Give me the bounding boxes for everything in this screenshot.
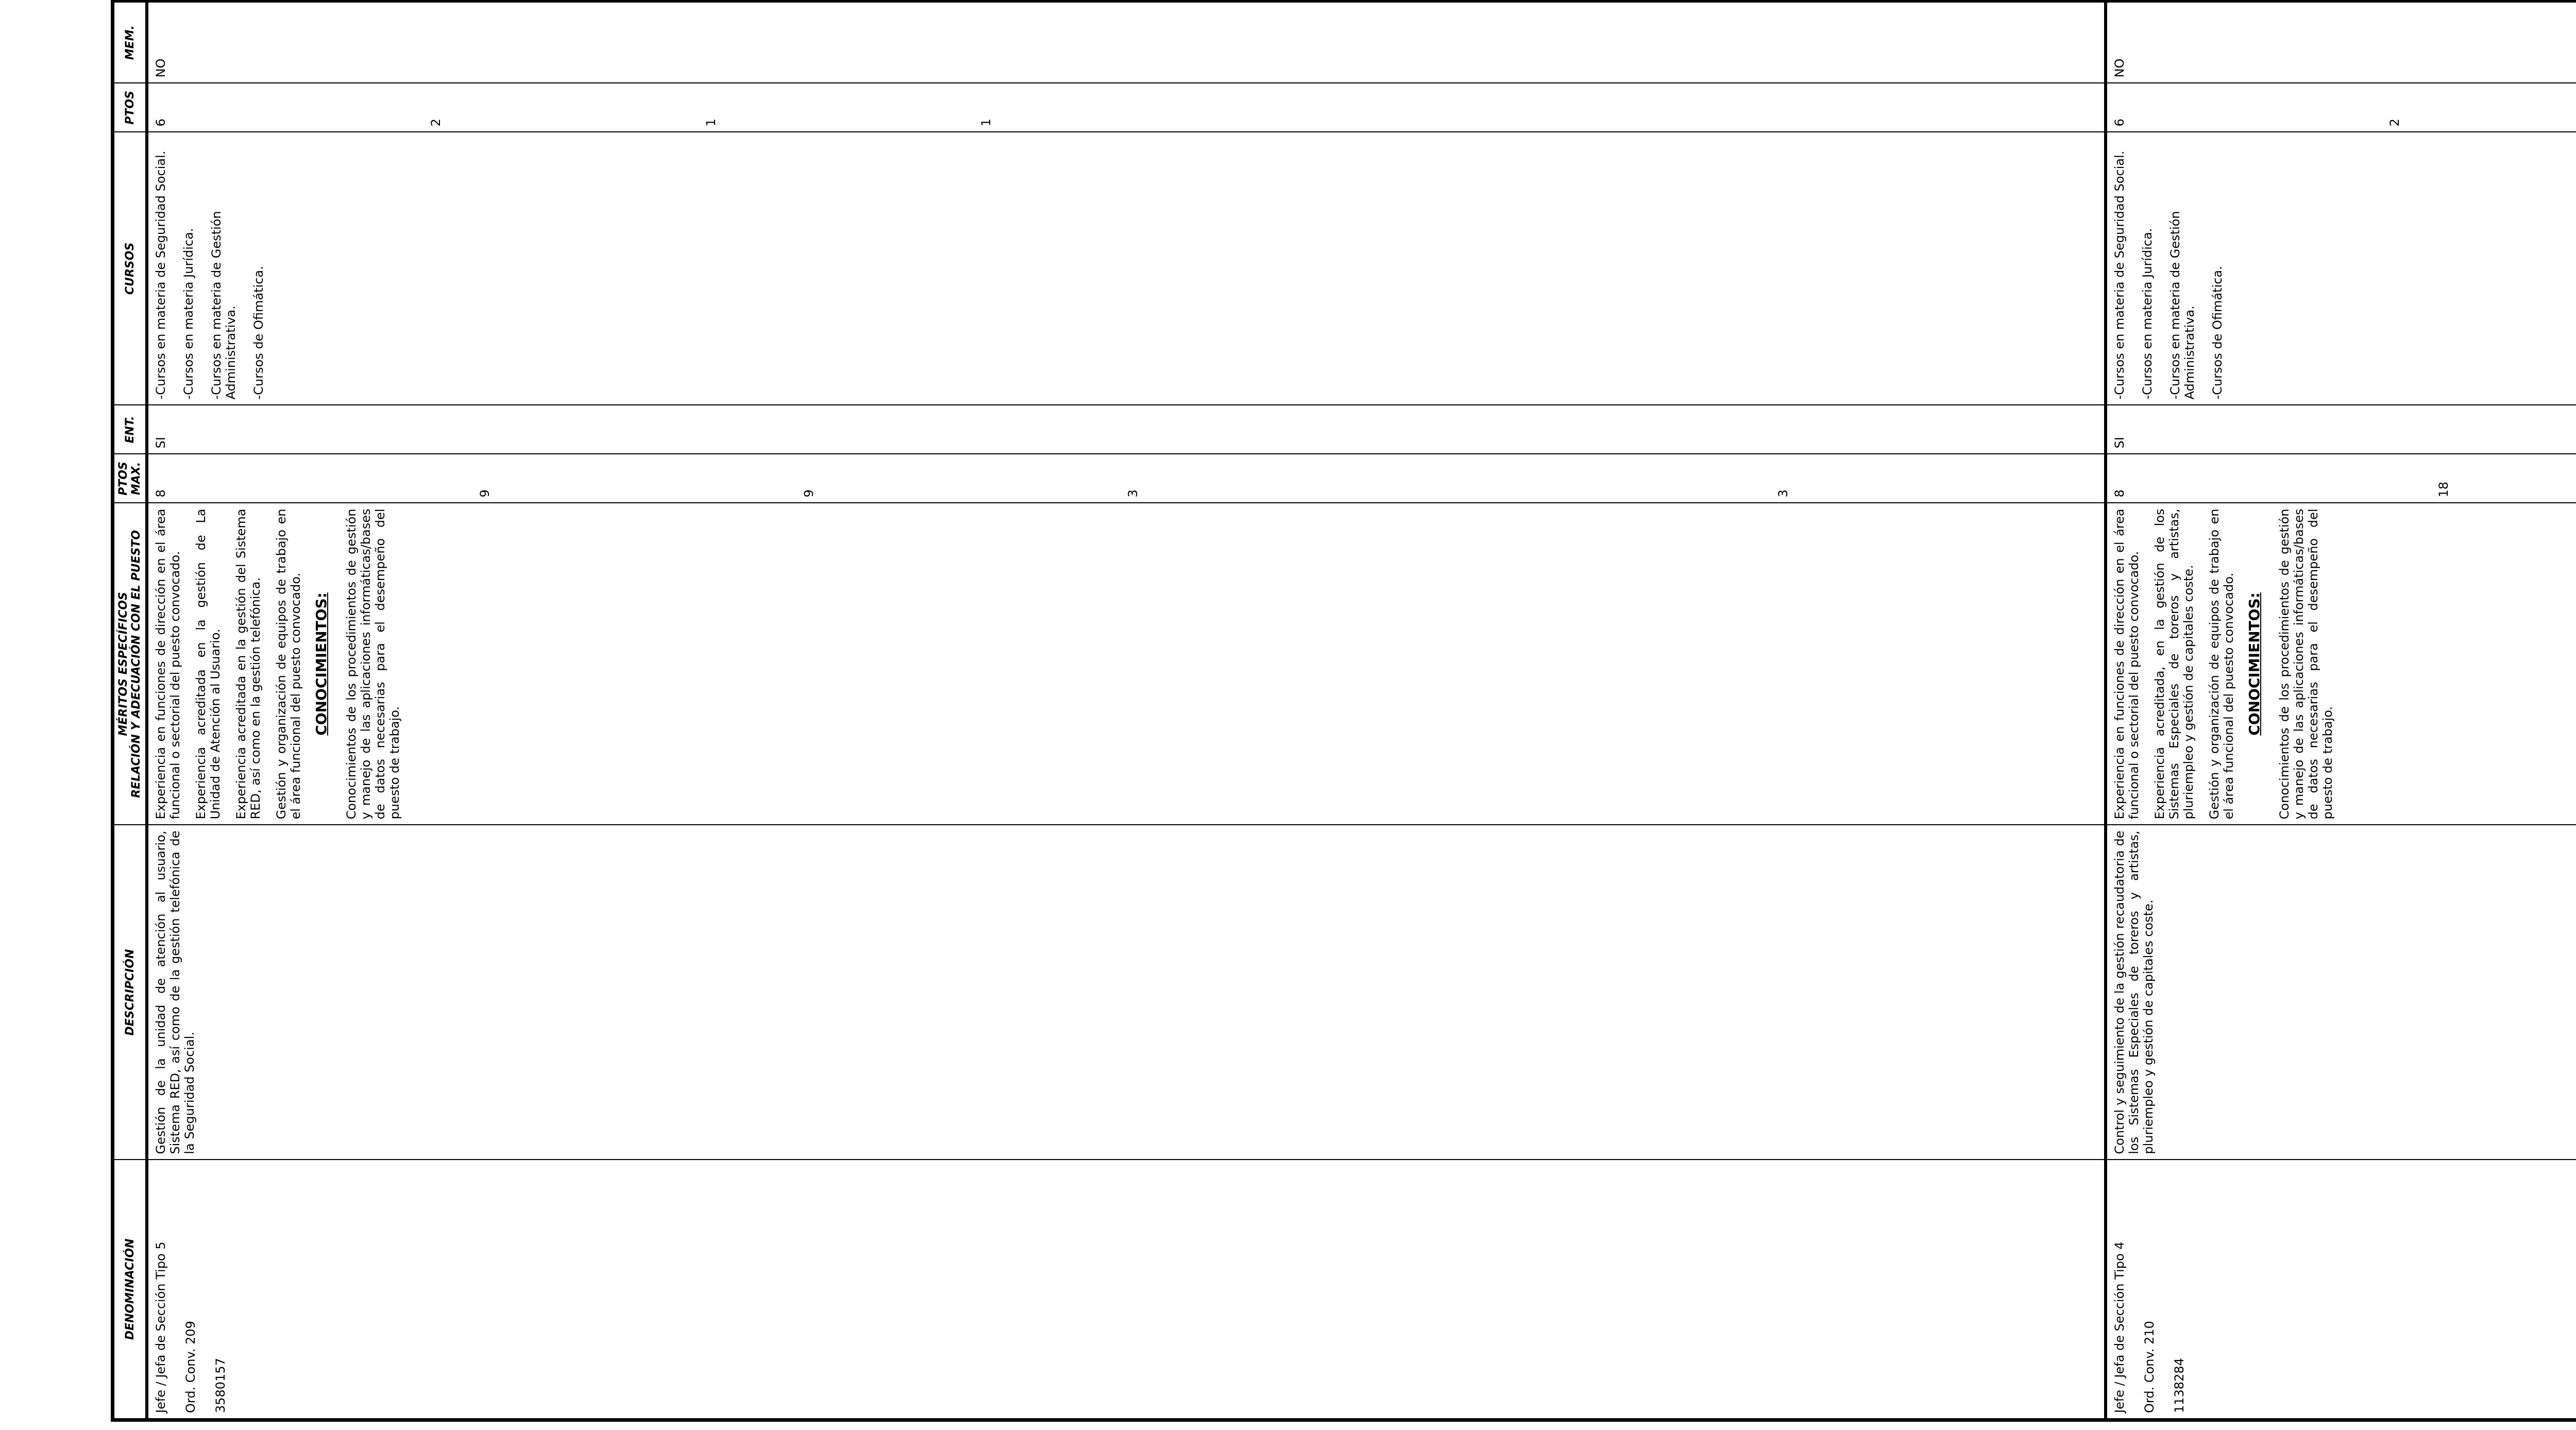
- descripcion-paragraph: Control y seguimiento de la gestión recaudatoria de los Sistemas Especiales de toreros y artistas, pluriempleo y gestión de capitales coste.: [2112, 830, 2156, 1154]
- conocimientos-text: Conocimientos de los procedimientos de gestión y manejo de las aplicaciones informáticas/bases de datos necesarias para el desempeño del puesto de trabajo.: [2277, 508, 2335, 820]
- ptos-max-cell: [147, 454, 2106, 503]
- curso-ptos-value: 1: [704, 118, 718, 127]
- curso-item: -Cursos en materia Jurídica.: [181, 228, 196, 400]
- codigo-puesto: 3580157: [213, 1358, 228, 1413]
- curso-item: -Cursos en materia de Gestión Administrativa.: [209, 211, 238, 400]
- table-body: [147, 1, 2576, 1420]
- curso-ptos-value: 1: [979, 118, 993, 127]
- denominacion-cell: [147, 1160, 2106, 1420]
- curso-ptos-value: 6: [2112, 118, 2127, 127]
- curso-ptos-value: 6: [154, 118, 168, 127]
- rotated-table-wrapper: [111, 3, 2451, 1422]
- descripcion-cell: [2106, 825, 2576, 1160]
- header-denominacion: DENOMINACIÓN: [113, 1160, 147, 1420]
- codigo-puesto: 1138284: [2172, 1358, 2187, 1413]
- ptos-max-value: 8: [154, 489, 168, 498]
- conocimientos-heading: CONOCIMIENTOS:: [2246, 592, 2263, 736]
- header-row: [113, 1, 147, 1420]
- ptos-max-value: 9: [478, 489, 492, 498]
- ptos-cell: [2106, 83, 2576, 132]
- merito-item: Experiencia acreditada, en la gestión de los Sistemas Especiales de toreros y artistas, pluriempleo y gestión de capitales coste.: [2153, 508, 2196, 820]
- ent-value: SI: [2112, 437, 2127, 449]
- denominacion-cell: [2106, 1160, 2576, 1420]
- merito-item: Gestión y organización de equipos de trabajo en el área funcional del puesto convocado.: [2207, 508, 2236, 820]
- header-meritos-line2: RELACIÓN Y ADECUACIÓN CON EL PUESTO: [130, 530, 143, 798]
- ptos-max-cell: [2106, 454, 2576, 503]
- mem-value: NO: [2112, 58, 2127, 78]
- curso-item: -Cursos de Ofimática.: [251, 266, 266, 400]
- cursos-cell: [147, 132, 2106, 405]
- cursos-cell: [2106, 132, 2576, 405]
- ptos-max-value: 3: [1776, 489, 1790, 498]
- denominacion: Jefe / Jefa de Sección Tipo 5: [154, 1241, 168, 1413]
- conocimientos-text: Conocimientos de los procedimientos de gestión y manejo de las aplicaciones informáticas/bases de datos necesarias para el desempeño del puesto de trabajo.: [344, 508, 402, 820]
- mem-cell: [2106, 1, 2576, 83]
- header-ent: ENT.: [113, 405, 147, 454]
- header-ptos: PTOS: [113, 83, 147, 132]
- descripcion-cell: [147, 825, 2106, 1160]
- curso-ptos-value: 2: [429, 118, 443, 127]
- curso-ptos-value: 2: [2387, 118, 2402, 127]
- curso-item: -Cursos en materia de Seguridad Social.: [2112, 150, 2127, 400]
- meritos-cell: [147, 503, 2106, 825]
- curso-item: -Cursos de Ofimática.: [2210, 266, 2225, 400]
- ent-cell: [147, 405, 2106, 454]
- ptos-max-value: 18: [2436, 481, 2451, 498]
- conocimientos-heading: CONOCIMIENTOS:: [313, 592, 330, 736]
- merito-item: Experiencia acreditada en la gestión de La Unidad de Atención al Usuario.: [194, 508, 223, 820]
- header-ptos-max-line2: MAX.: [130, 462, 143, 496]
- header-cursos: CURSOS: [113, 132, 147, 405]
- mem-cell: [147, 1, 2106, 83]
- meritos-cell: [2106, 503, 2576, 825]
- orden-convocatoria: Ord. Conv. 209: [183, 1321, 198, 1413]
- header-ptos-max-line1: PTOS: [117, 462, 130, 496]
- header-meritos: [113, 503, 147, 825]
- descripcion-paragraph: Gestión de la unidad de atención al usuario, Sistema RED, así como de la gestión telefónica de la Seguridad Social.: [154, 830, 197, 1154]
- ent-value: SI: [154, 437, 168, 449]
- header-mem: MEM.: [113, 1, 147, 83]
- header-descripcion: DESCRIPCIÓN: [113, 825, 147, 1160]
- orden-convocatoria: Ord. Conv. 210: [2142, 1321, 2157, 1413]
- ptos-cell: [147, 83, 2106, 132]
- merito-item: Gestión y organización de equipos de trabajo en el área funcional del puesto convocado.: [274, 508, 303, 820]
- merito-item: Experiencia acreditada en la gestión del Sistema RED, así como en la gestión telefónica.: [234, 508, 263, 820]
- curso-item: -Cursos en materia Jurídica.: [2140, 228, 2155, 400]
- merito-item: Experiencia en funciones de dirección en el área funcional o sectorial del puesto convocado.: [2112, 508, 2141, 820]
- header-meritos-line1: MÉRITOS ESPECÍFICOS: [117, 592, 130, 736]
- table-row: [2106, 1, 2576, 1420]
- mem-value: NO: [154, 58, 168, 78]
- ptos-max-value: 3: [1126, 489, 1140, 498]
- merits-table: [111, 0, 2576, 1422]
- ent-cell: [2106, 405, 2576, 454]
- denominacion: Jefe / Jefa de Sección Tipo 4: [2112, 1241, 2127, 1413]
- ptos-max-value: 9: [802, 489, 816, 498]
- header-ptos-max: [113, 454, 147, 503]
- ptos-max-value: 8: [2112, 489, 2127, 498]
- table-row: [147, 1, 2106, 1420]
- curso-item: -Cursos en materia de Seguridad Social.: [154, 150, 168, 400]
- merito-item: Experiencia en funciones de dirección en el área funcional o sectorial del puesto convocado.: [154, 508, 182, 820]
- curso-item: -Cursos en materia de Gestión Administrativa.: [2168, 211, 2197, 400]
